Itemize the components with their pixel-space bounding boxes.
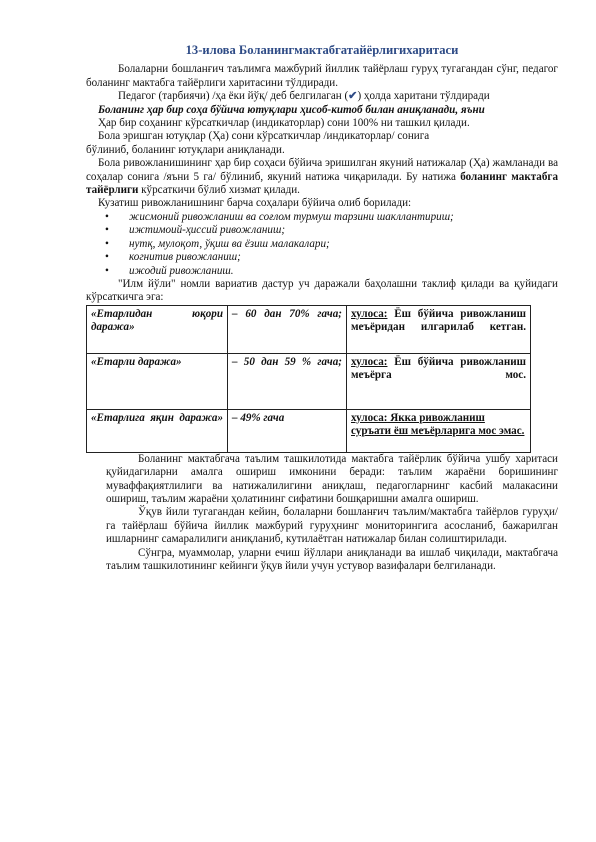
level-name: «Етарлига яқин даража»	[87, 409, 228, 452]
intro-p6-bold: боланинг мактабга тайёрлиги	[86, 170, 558, 197]
list-item: • жисмоний ривожланиш ва соғлом турмуш тарзини шакллантириш;	[86, 211, 558, 224]
levels-table	[86, 305, 531, 453]
intro-paragraph-5a: Бола эришган ютуқлар (Ҳа) сони кўрсаткичлар /индикаторлар/ сонига	[98, 130, 430, 143]
level-range: – 49% гача	[228, 409, 347, 452]
intro-paragraph-5b: бўлиниб, боланинг ютуқлари аниқланади.	[86, 143, 285, 156]
level-conclusion	[347, 305, 531, 353]
closing-paragraph-3: Сўнгра, муаммолар, уларни ечиш йўллари аниқланади ва ишлаб чиқилади, мактабгача таълим ташкилотининг кейинги ўқув йили учун устувор вазифалари белгиланади.	[106, 546, 558, 572]
intro-paragraph-7: Кузатиш ривожланишнинг барча соҳалари бўйича олиб борилади:	[98, 197, 412, 210]
checkmark-icon: ✔	[348, 90, 358, 103]
conclusion-text: Ёш бўйича ривожланиш меъёрга мос.	[351, 355, 526, 382]
development-areas-list	[86, 211, 558, 278]
closing-paragraph-1: Боланинг мактабгача таълим ташкилотида мактабга тайёрлик бўйича ушбу харитаси қуйидагиларни амалга ошириш имконини беради: таълим жараёни боришининг муваффақиятлилиги ва натижалилигини аниқлаш, педагогларнинг касбий малакасини ошириш, таълим жараёни ҳолатининг сифатини бошқаришни амалга ошириш.	[106, 452, 558, 505]
intro-p2-after: ) ҳолда харитани тўлдиради	[357, 90, 490, 103]
intro-p6-a: Бола ривожланишининг ҳар бир соҳаси бўйича эришилган якуний натижалар (Ҳа) жамланади ва соҳалар сонига /яъни 5 га/ бўлиниб, якуний натижа чиқарилади. Бу натижа	[86, 157, 558, 183]
conclusion-label: хулоса:	[351, 355, 388, 368]
list-item: • ижодий ривожланиш.	[86, 265, 558, 278]
intro-paragraph-2	[86, 90, 558, 103]
intro-p6-c: кўрсаткичи бўлиб хизмат қилади.	[138, 184, 300, 197]
intro-paragraph-3: Боланинг ҳар бир соҳа бўйича ютуқлари ҳисоб-китоб билан аниқланади, яъни	[98, 103, 485, 116]
level-conclusion	[347, 409, 531, 452]
conclusion-label: хулоса:	[351, 307, 388, 320]
closing-section	[86, 453, 558, 574]
intro-paragraph-6	[86, 157, 558, 197]
document-body	[86, 44, 558, 573]
level-range: – 50 дан 59 % гача;	[228, 353, 347, 409]
intro-paragraph-4: Ҳар бир соҳанинг кўрсаткичлар (индикаторлар) сони 100% ни ташкил қилади.	[98, 117, 470, 130]
intro-p2-before: Педагог (тарбиячи) /ҳа ёки йўқ/ деб белгилаган (	[118, 90, 349, 103]
table-row	[87, 409, 531, 452]
level-conclusion	[347, 353, 531, 409]
conclusion-text: Якка ривожланиш суръати ёш меъёрларига мос эмас.	[351, 411, 525, 438]
table-row	[87, 305, 531, 353]
level-name: «Етарлидан юқори даража»	[87, 305, 228, 353]
closing-paragraph-2: Ўқув йили тугагандан кейин, болаларни бошланғич таълим/мактабга тайёрлов гуруҳи/га тайёрлаш бўйича йиллик мажбурий гуруҳнинг мониторингига асосланиб, бажарилган ишларнинг самаралилиги аниқланиб, кутилаётган натижалар билан солиштирилади.	[106, 506, 558, 546]
list-item: • ижтимоий-ҳиссий ривожланиш;	[86, 224, 558, 237]
list-item: • когнитив ривожланиш;	[86, 251, 558, 264]
levels-intro: "Илм йўли" номли вариатив дастур уч даражали баҳолашни таклиф қилади ва қуйидаги кўрсаткичга эга:	[86, 277, 558, 304]
conclusion-label: хулоса:	[351, 411, 388, 424]
table-row	[87, 353, 531, 409]
conclusion-text: Ёш бўйича ривожланиш меъёридан илгарилаб кетган.	[351, 307, 526, 334]
level-name: «Етарли даража»	[87, 353, 228, 409]
level-range: – 60 дан 70% гача;	[228, 305, 347, 353]
page-title: 13-илова Боланингмактабгатайёрлигихаритаси	[185, 43, 459, 57]
list-item: • нутқ, мулоқот, ўқиш ва ёзиш малакалари;	[86, 238, 558, 251]
intro-paragraph-1: Болаларни бошланғич таълимга мажбурий йиллик тайёрлаш гуруҳ тугагандан сўнг, педагог боланинг мактабга тайёрлиги харитасини тўлдиради.	[86, 63, 558, 89]
